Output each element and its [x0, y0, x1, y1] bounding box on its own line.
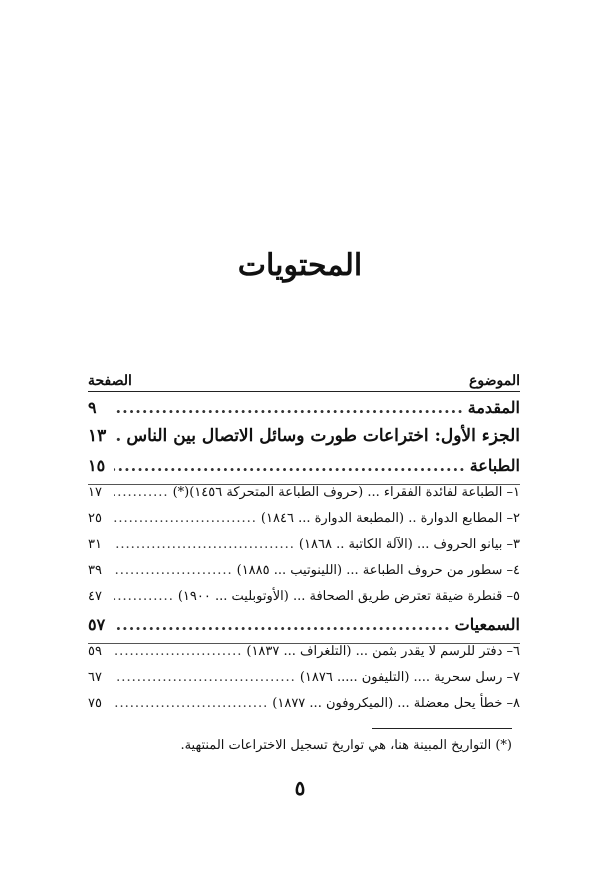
- toc-entry-introduction: [88, 398, 520, 426]
- toc-entry: [88, 511, 520, 537]
- toc-entry-part-one: [88, 426, 520, 456]
- footnote: (*) التواريخ المبينة هنا، هي تواريخ تسجيل الاختراعات المنتهية.: [180, 738, 512, 753]
- toc-list: [88, 398, 520, 722]
- dot-leader: [114, 670, 296, 685]
- entry-page: ٧٥: [88, 696, 102, 711]
- entry-page: ١٧: [88, 485, 102, 500]
- toc-entry: [88, 589, 520, 615]
- entry-page: ١٣: [88, 426, 107, 446]
- dot-leader: [114, 426, 122, 446]
- entry-page: ٩: [88, 398, 97, 417]
- entry-label: ٤– سطور من حروف الطباعة ... (اللينوتيب ... ١٨٨٥): [236, 563, 520, 578]
- entry-label: المقدمة: [467, 398, 520, 417]
- dot-leader: [114, 398, 464, 417]
- toc-entry: [88, 644, 520, 670]
- entry-page: ٦٧: [88, 670, 102, 685]
- entry-label: ٨– خطأ يحل معضلة ... (الميكروفون ... ١٨٧٧): [272, 696, 520, 711]
- entry-page: ١٥: [88, 456, 106, 475]
- toc-entry-audio: [88, 615, 520, 644]
- entry-page: ٤٧: [88, 589, 102, 604]
- entry-label: السمعيات: [454, 615, 520, 634]
- page-title: المحتويات: [237, 248, 363, 283]
- toc-entry-printing: [88, 456, 520, 485]
- entry-label: الجزء الأول: اختراعات طورت وسائل الاتصال بين الناس: [126, 426, 520, 446]
- dot-leader: [114, 511, 257, 526]
- entry-label: الطباعة: [469, 456, 520, 475]
- entry-label: ٧– رسل سحرية .... (التليفون ..... ١٨٧٦): [299, 670, 520, 685]
- entry-page: ٥٧: [88, 615, 106, 634]
- dot-leader: [114, 696, 268, 711]
- entry-page: ٥٩: [88, 644, 102, 659]
- footnote-divider: [372, 728, 512, 729]
- entry-label: ٥– قنطرة ضيقة تعترض طريق الصحافة ... (الأوتوبليت ... ١٩٠٠): [177, 589, 520, 604]
- page-number: ٥: [294, 776, 306, 800]
- dot-leader: [114, 615, 451, 634]
- entry-page: ٣٩: [88, 563, 102, 578]
- toc-header: [88, 365, 520, 392]
- entry-label: ٦– دفتر للرسم لا يقدر بثمن ... (التلغراف ... ١٨٣٧): [246, 644, 520, 659]
- entry-page: ٢٥: [88, 511, 102, 526]
- dot-leader: [114, 456, 466, 475]
- dot-leader: [114, 644, 242, 659]
- page-column-header: الصفحة: [88, 373, 132, 389]
- toc-entry: [88, 485, 520, 511]
- dot-leader: [114, 537, 295, 552]
- toc-entry: [88, 670, 520, 696]
- dot-leader: [114, 485, 169, 500]
- entry-label: ١– الطباعة لفائدة الفقراء ... (حروف الطباعة المتحركة ١٤٥٦)(*): [172, 485, 520, 500]
- dot-leader: [114, 589, 174, 604]
- subject-column-header: الموضوع: [469, 373, 520, 389]
- entry-label: ٣– بيانو الحروف ... (الآلة الكاتبة .. ١٨٦٨): [298, 537, 520, 552]
- toc-entry: [88, 563, 520, 589]
- entry-label: ٢– المطابع الدوارة .. (المطبعة الدوارة ... ١٨٤٦): [260, 511, 520, 526]
- entry-page: ٣١: [88, 537, 102, 552]
- toc-entry: [88, 537, 520, 563]
- dot-leader: [114, 563, 233, 578]
- toc-entry: [88, 696, 520, 722]
